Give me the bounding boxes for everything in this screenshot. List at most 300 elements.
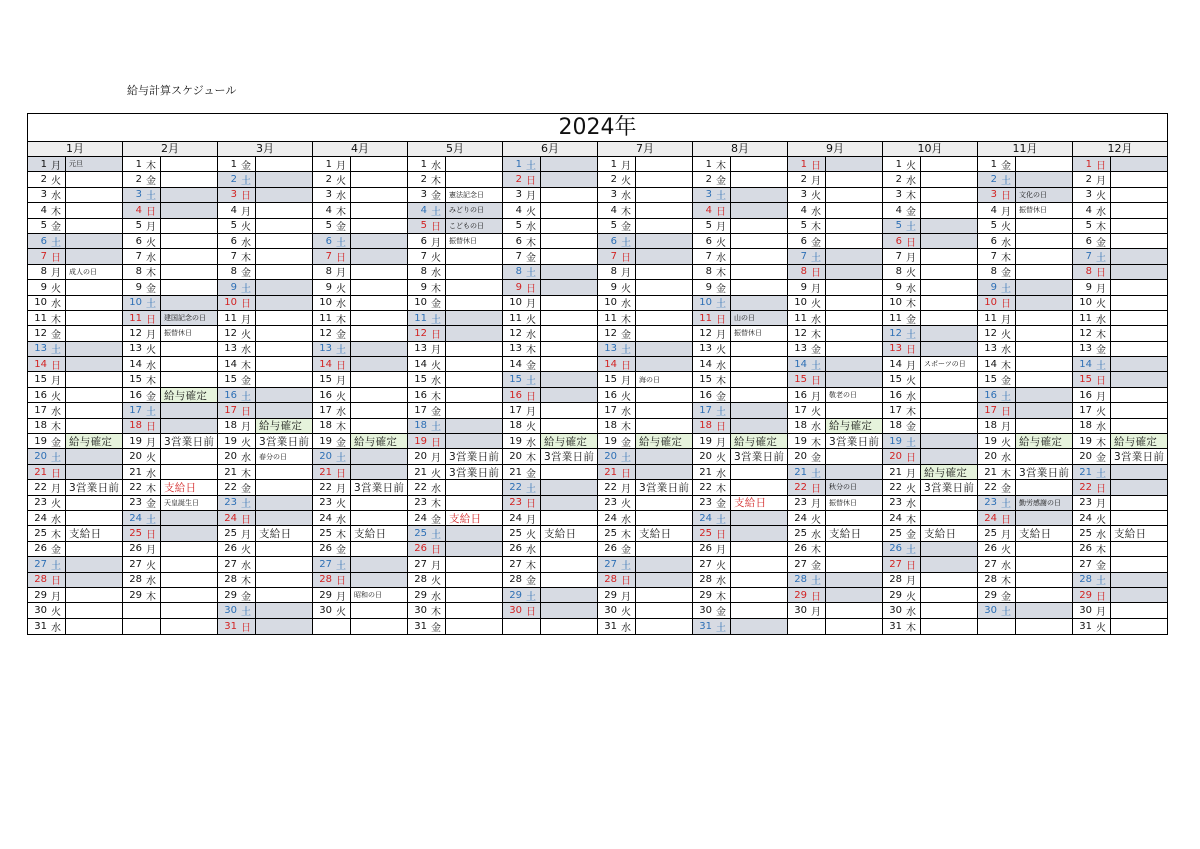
day-number: 11 — [984, 312, 997, 324]
day-row — [693, 265, 787, 280]
weekday-label: 月 — [1001, 422, 1011, 434]
day-number: 6 — [895, 235, 902, 247]
day-row — [503, 388, 597, 403]
day-row — [1073, 203, 1167, 218]
weekday-label: 火 — [1001, 330, 1011, 341]
date-cell — [408, 557, 446, 571]
note-cell — [541, 203, 597, 217]
day-row — [1073, 619, 1167, 634]
date-cell — [28, 403, 66, 417]
note-cell — [446, 465, 502, 479]
day-row — [598, 265, 692, 280]
weekday-label: 金 — [51, 437, 61, 449]
day-number: 13 — [889, 343, 902, 355]
month-column — [883, 142, 978, 634]
date-cell — [693, 342, 731, 356]
day-row — [28, 403, 122, 418]
day-row — [123, 234, 217, 249]
weekday-label: 土 — [146, 191, 156, 203]
weekday-label: 月 — [1001, 314, 1011, 326]
day-row — [978, 357, 1072, 372]
note-cell — [1016, 403, 1072, 417]
date-cell — [693, 449, 731, 463]
weekday-label: 火 — [906, 483, 916, 495]
day-row — [123, 326, 217, 341]
note-cell — [921, 172, 977, 186]
day-note: 支給日 — [259, 528, 292, 541]
weekday-label: 金 — [1001, 160, 1011, 172]
note-cell — [826, 203, 882, 217]
day-number: 16 — [224, 389, 237, 401]
date-cell — [408, 573, 446, 587]
day-number: 18 — [34, 420, 47, 432]
weekday-label: 火 — [1001, 437, 1011, 449]
weekday-label: 月 — [811, 176, 821, 188]
day-note: 給与確定 — [544, 435, 588, 448]
day-row — [788, 219, 882, 234]
weekday-label: 水 — [241, 560, 251, 572]
day-number: 5 — [40, 220, 47, 232]
day-row — [408, 280, 502, 295]
day-number: 15 — [699, 374, 712, 386]
day-number: 27 — [34, 558, 47, 570]
note-cell — [351, 326, 407, 340]
day-number: 30 — [1079, 605, 1092, 617]
day-row — [313, 280, 407, 295]
day-number: 11 — [889, 312, 902, 324]
month-header: 2月 — [123, 142, 217, 157]
weekday-label: 月 — [621, 483, 631, 495]
day-row — [978, 434, 1072, 449]
note-cell — [826, 557, 882, 571]
date-cell — [503, 434, 541, 448]
day-number: 1 — [420, 158, 427, 170]
day-number: 22 — [794, 481, 807, 493]
weekday-label: 水 — [526, 330, 536, 341]
date-cell — [123, 188, 161, 202]
date-cell — [883, 388, 921, 402]
weekday-label: 木 — [146, 376, 156, 388]
weekday-label: 木 — [906, 622, 916, 634]
day-number: 22 — [509, 481, 522, 493]
note-cell — [1111, 434, 1167, 448]
day-number: 2 — [420, 174, 427, 186]
weekday-label: 火 — [146, 560, 156, 572]
day-row — [883, 526, 977, 541]
date-cell — [503, 357, 541, 371]
date-cell — [313, 172, 351, 186]
weekday-label: 水 — [906, 391, 916, 403]
day-note: 3営業日前 — [639, 481, 690, 494]
day-number: 13 — [509, 343, 522, 355]
date-cell — [408, 403, 446, 417]
day-row — [28, 342, 122, 357]
date-cell — [503, 388, 541, 402]
day-row — [788, 188, 882, 203]
day-row — [503, 372, 597, 387]
note-cell — [66, 372, 122, 386]
day-note: こどもの日 — [449, 221, 484, 230]
day-number: 10 — [604, 297, 617, 309]
day-number: 3 — [515, 189, 522, 201]
note-cell — [541, 357, 597, 371]
date-cell — [978, 342, 1016, 356]
date-cell — [503, 280, 541, 294]
date-cell — [598, 542, 636, 556]
weekday-label: 木 — [51, 206, 61, 218]
note-cell — [446, 573, 502, 587]
day-row — [123, 311, 217, 326]
date-cell — [408, 265, 446, 279]
weekday-label: 日 — [906, 237, 916, 249]
note-cell — [636, 157, 692, 171]
weekday-label: 土 — [1096, 576, 1106, 588]
date-cell — [503, 619, 541, 634]
day-row — [503, 342, 597, 357]
day-number: 16 — [319, 389, 332, 401]
date-cell — [313, 588, 351, 602]
weekday-label: 木 — [146, 160, 156, 172]
day-row — [408, 157, 502, 172]
day-number: 13 — [699, 343, 712, 355]
day-row — [218, 249, 312, 264]
date-cell — [123, 419, 161, 433]
date-cell — [1073, 449, 1111, 463]
weekday-label: 月 — [621, 376, 631, 388]
day-row — [218, 388, 312, 403]
weekday-label: 木 — [431, 499, 441, 511]
note-cell — [446, 434, 502, 448]
weekday-label: 木 — [1001, 468, 1011, 480]
note-cell — [636, 311, 692, 325]
day-row — [123, 480, 217, 495]
note-cell — [541, 496, 597, 510]
weekday-label: 金 — [431, 406, 441, 418]
weekday-label: 木 — [526, 453, 536, 465]
day-number: 29 — [509, 589, 522, 601]
day-number: 17 — [129, 404, 142, 416]
note-cell — [161, 296, 217, 310]
date-cell — [218, 434, 256, 448]
date-cell — [978, 619, 1016, 634]
day-row — [218, 588, 312, 603]
note-cell — [446, 388, 502, 402]
date-cell — [28, 419, 66, 433]
day-note: 振替休日 — [164, 329, 192, 338]
weekday-label: 日 — [811, 160, 821, 172]
note-cell — [541, 573, 597, 587]
day-row — [408, 342, 502, 357]
day-number: 17 — [509, 404, 522, 416]
day-note: 3営業日前 — [544, 451, 595, 464]
day-row — [123, 249, 217, 264]
weekday-label: 月 — [146, 222, 156, 234]
day-row — [218, 280, 312, 295]
weekday-label: 土 — [621, 237, 631, 249]
note-cell — [1016, 372, 1072, 386]
weekday-label: 土 — [811, 468, 821, 480]
note-cell — [1016, 573, 1072, 587]
day-row — [978, 234, 1072, 249]
day-number: 30 — [604, 605, 617, 617]
weekday-label: 日 — [51, 576, 61, 588]
note-cell — [731, 388, 787, 402]
note-cell — [636, 542, 692, 556]
weekday-label: 金 — [241, 160, 251, 172]
date-cell — [598, 188, 636, 202]
day-row — [408, 588, 502, 603]
day-note: 3営業日前 — [69, 481, 120, 494]
weekday-label: 土 — [621, 560, 631, 572]
date-cell — [123, 357, 161, 371]
day-number: 26 — [1079, 543, 1092, 555]
date-cell — [28, 188, 66, 202]
note-cell — [66, 388, 122, 402]
date-cell — [788, 311, 826, 325]
day-row — [503, 465, 597, 480]
day-number: 20 — [414, 451, 427, 463]
day-number: 8 — [40, 266, 47, 278]
note-cell — [921, 434, 977, 448]
note-cell — [1111, 403, 1167, 417]
day-row — [1073, 326, 1167, 341]
day-row — [1073, 311, 1167, 326]
date-cell — [218, 480, 256, 494]
date-cell — [503, 419, 541, 433]
day-row — [693, 419, 787, 434]
date-cell — [1073, 542, 1111, 556]
day-note: 振替休日 — [734, 329, 762, 338]
note-cell — [256, 557, 312, 571]
date-cell — [788, 172, 826, 186]
date-cell — [313, 434, 351, 448]
date-cell — [883, 372, 921, 386]
note-cell — [731, 249, 787, 263]
note-cell — [921, 249, 977, 263]
day-number: 10 — [889, 297, 902, 309]
note-cell — [541, 157, 597, 171]
day-row — [313, 557, 407, 572]
weekday-label: 木 — [621, 530, 631, 542]
day-note: 昭和の日 — [354, 591, 382, 600]
weekday-label: 金 — [431, 299, 441, 311]
day-number: 16 — [604, 389, 617, 401]
date-cell — [883, 203, 921, 217]
day-note: 給与確定 — [259, 420, 303, 433]
weekday-label: 木 — [526, 345, 536, 357]
note-cell — [161, 249, 217, 263]
date-cell — [978, 326, 1016, 340]
day-number: 4 — [325, 204, 332, 216]
day-number: 18 — [129, 420, 142, 432]
date-cell — [313, 603, 351, 617]
day-number: 31 — [604, 620, 617, 632]
day-row — [788, 234, 882, 249]
month-column — [313, 142, 408, 634]
weekday-label: 土 — [146, 514, 156, 526]
weekday-label: 火 — [336, 499, 346, 511]
weekday-label: 火 — [336, 283, 346, 295]
note-cell — [1111, 496, 1167, 510]
weekday-label: 日 — [241, 406, 251, 418]
weekday-label: 日 — [431, 437, 441, 449]
note-cell — [66, 265, 122, 279]
weekday-label: 月 — [241, 206, 251, 218]
weekday-label: 金 — [51, 222, 61, 234]
date-cell — [313, 496, 351, 510]
day-row — [313, 219, 407, 234]
note-cell — [826, 265, 882, 279]
note-cell — [921, 480, 977, 494]
note-cell — [921, 511, 977, 525]
date-cell — [978, 280, 1016, 294]
weekday-label: 日 — [906, 560, 916, 572]
day-number: 11 — [414, 312, 427, 324]
date-cell — [693, 573, 731, 587]
weekday-label: 金 — [811, 560, 821, 572]
date-cell — [978, 172, 1016, 186]
note-cell — [256, 511, 312, 525]
date-cell — [1073, 511, 1111, 525]
weekday-label: 木 — [51, 530, 61, 542]
date-cell — [978, 403, 1016, 417]
day-row — [408, 573, 502, 588]
note-cell — [66, 403, 122, 417]
day-number: 25 — [414, 528, 427, 540]
day-row — [123, 372, 217, 387]
note-cell — [161, 496, 217, 510]
date-cell — [598, 603, 636, 617]
date-cell — [1073, 434, 1111, 448]
day-row — [883, 280, 977, 295]
weekday-label: 土 — [1001, 607, 1011, 619]
day-row — [693, 557, 787, 572]
day-number: 21 — [224, 466, 237, 478]
note-cell — [351, 249, 407, 263]
day-number: 12 — [319, 327, 332, 339]
note-cell — [256, 619, 312, 634]
day-number: 21 — [34, 466, 47, 478]
date-cell — [218, 342, 256, 356]
weekday-label: 月 — [51, 591, 61, 603]
note-cell — [826, 326, 882, 340]
day-number: 8 — [420, 266, 427, 278]
date-cell — [883, 465, 921, 479]
weekday-label: 土 — [811, 253, 821, 265]
day-note: 3営業日前 — [449, 466, 500, 479]
date-cell — [503, 234, 541, 248]
note-cell — [1016, 249, 1072, 263]
weekday-label: 木 — [526, 560, 536, 572]
note-cell — [1111, 296, 1167, 310]
weekday-label: 金 — [811, 453, 821, 465]
date-cell — [788, 511, 826, 525]
day-row — [28, 603, 122, 618]
date-cell — [28, 249, 66, 263]
day-row — [598, 388, 692, 403]
weekday-label: 水 — [621, 622, 631, 634]
day-number: 29 — [889, 589, 902, 601]
weekday-label: 金 — [906, 422, 916, 434]
day-number: 28 — [34, 574, 47, 586]
date-cell — [693, 280, 731, 294]
day-number: 30 — [414, 605, 427, 617]
note-cell — [826, 311, 882, 325]
day-row — [693, 388, 787, 403]
day-row — [693, 188, 787, 203]
note-cell — [731, 326, 787, 340]
note-cell — [541, 280, 597, 294]
date-cell — [313, 188, 351, 202]
day-row — [978, 419, 1072, 434]
note-cell — [1111, 326, 1167, 340]
day-number: 28 — [984, 574, 997, 586]
day-number: 26 — [794, 543, 807, 555]
weekday-label: 月 — [336, 591, 346, 603]
day-number: 14 — [414, 358, 427, 370]
day-number: 2 — [325, 174, 332, 186]
date-cell — [598, 449, 636, 463]
day-note: 秋分の日 — [829, 483, 857, 492]
weekday-label: 木 — [1001, 253, 1011, 265]
weekday-label: 土 — [51, 237, 61, 249]
day-row — [693, 588, 787, 603]
day-number: 29 — [984, 589, 997, 601]
day-row — [313, 449, 407, 464]
note-cell — [256, 157, 312, 171]
day-number: 16 — [509, 389, 522, 401]
day-number: 27 — [699, 558, 712, 570]
day-row — [28, 219, 122, 234]
day-row — [598, 172, 692, 187]
day-row — [218, 480, 312, 495]
day-row — [313, 203, 407, 218]
note-cell — [351, 372, 407, 386]
date-cell — [693, 188, 731, 202]
weekday-label: 月 — [526, 191, 536, 203]
day-number: 13 — [604, 343, 617, 355]
note-cell — [1111, 465, 1167, 479]
day-row — [218, 542, 312, 557]
note-cell — [921, 465, 977, 479]
day-number: 7 — [325, 251, 332, 263]
day-number: 22 — [34, 481, 47, 493]
day-row — [123, 296, 217, 311]
day-number: 15 — [1079, 374, 1092, 386]
day-note: 支給日 — [1114, 528, 1147, 541]
date-cell — [883, 526, 921, 540]
day-number: 17 — [794, 404, 807, 416]
weekday-label: 月 — [526, 299, 536, 311]
day-note: 給与確定 — [1019, 435, 1063, 448]
date-cell — [693, 496, 731, 510]
weekday-label: 土 — [621, 345, 631, 357]
weekday-label: 土 — [336, 237, 346, 249]
weekday-label: 日 — [716, 314, 726, 326]
note-cell — [1111, 619, 1167, 634]
day-row — [313, 573, 407, 588]
note-cell — [256, 588, 312, 602]
day-row — [408, 449, 502, 464]
day-row — [123, 434, 217, 449]
weekday-label: 日 — [1001, 299, 1011, 311]
day-note: 支給日 — [544, 528, 577, 541]
weekday-label: 日 — [51, 468, 61, 480]
date-cell — [503, 326, 541, 340]
date-cell — [218, 526, 256, 540]
day-note: 3営業日前 — [449, 451, 500, 464]
day-row — [978, 219, 1072, 234]
